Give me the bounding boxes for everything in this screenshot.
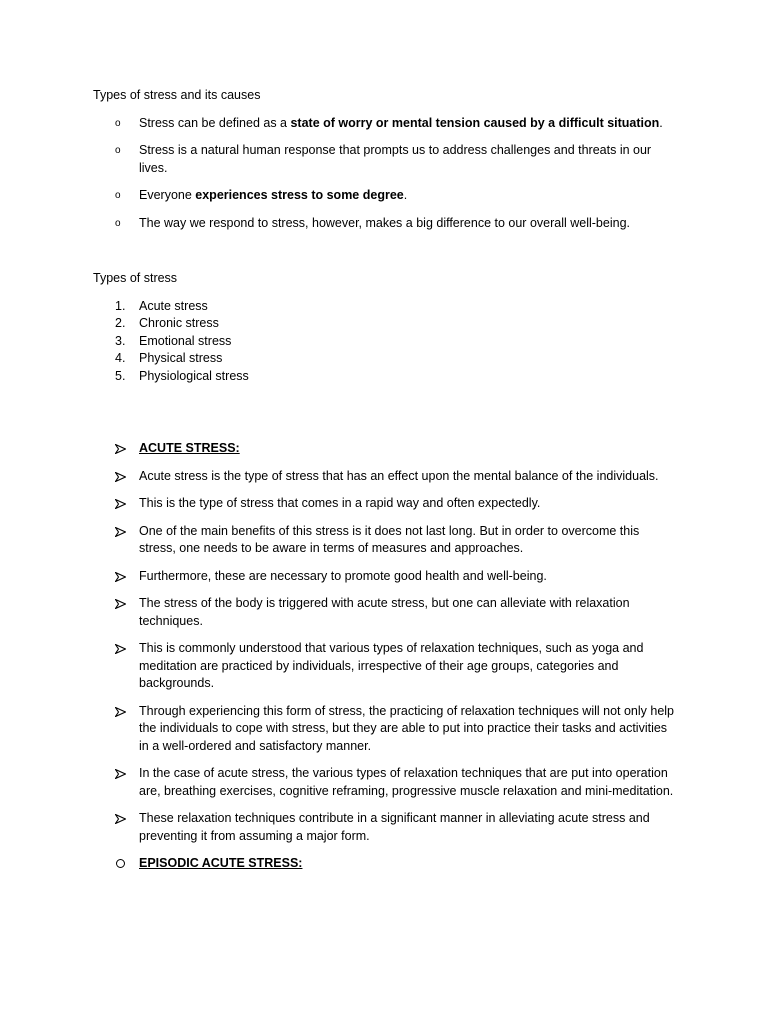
arrow-bullet-icon [115,527,126,537]
circle-bullet-icon: o [115,190,121,201]
circle-bullet-icon: o [115,117,121,129]
list-item [93,495,676,513]
circle-bullet-icon: o [115,145,121,156]
item-text: Furthermore, these are necessary to promote good health and well-being. [139,568,547,583]
item-text: Physical stress [139,351,223,365]
circle-bullet-icon [116,859,125,868]
item-text: The way we respond to stress, however, makes a big difference to our overall well-being. [139,215,630,230]
item-text: Everyone [139,188,196,202]
arrow-bullet-icon [115,499,126,509]
item-text-end: . [659,115,663,130]
list-item [93,595,676,630]
item-bold-text: state of worry or mental tension caused by a difficult situation [290,115,660,130]
list-item [93,640,676,693]
list-item [93,187,676,205]
arrow-bullet-icon [115,444,126,454]
item-text: These relaxation techniques contribute in a significant manner in alleviating acute stress and preventing it from assuming a major form. [139,811,650,843]
list-item [93,115,676,133]
list-item [93,765,676,800]
item-bold-text: experiences stress to some degree [195,188,404,202]
causes-bullet-list [93,115,676,233]
list-item [93,523,676,558]
arrow-bullet-icon [115,572,126,582]
numbered-item [93,333,676,351]
item-text: Acute stress is the type of stress that has an effect upon the mental balance of the individuals. [139,468,659,483]
arrow-bullet-icon [115,769,126,779]
arrow-bullet-icon [115,599,126,609]
section-title-item [93,855,676,873]
acute-stress-list [93,440,676,873]
item-number: 1. [115,298,126,313]
arrow-bullet-icon [115,472,126,482]
item-number: 3. [115,333,126,348]
acute-stress-title: ACUTE STRESS: [139,441,240,455]
item-text: This is the type of stress that comes in a rapid way and often expectedly. [139,496,541,510]
item-text: Stress is a natural human response that prompts us to address challenges and threats in our lives. [139,143,652,175]
arrow-bullet-icon [115,644,126,654]
list-item [93,810,676,845]
numbered-item [93,350,676,368]
numbered-item [93,368,676,386]
section-title-item [93,440,676,458]
arrow-bullet-icon [115,814,126,824]
item-text: Chronic stress [139,316,219,330]
item-text: This is commonly understood that various types of relaxation techniques, such as yoga and meditation are practiced by individuals, irrespective of their age groups, categories and backgrounds. [139,641,644,690]
episodic-acute-stress-title: EPISODIC ACUTE STRESS: [139,856,303,870]
item-text: Physiological stress [139,368,249,383]
item-number: 4. [115,351,126,365]
numbered-item [93,298,676,316]
stress-types-numbered-list [93,298,676,386]
list-item [93,568,676,586]
numbered-item [93,315,676,333]
section-heading-types-of-stress: Types of stress [93,271,178,285]
item-text: Emotional stress [139,333,232,348]
circle-bullet-icon: o [115,217,121,229]
item-number: 2. [115,316,126,330]
item-text-end: . [403,188,408,202]
section-heading-types-and-causes: Types of stress and its causes [93,88,261,102]
list-item [93,142,676,177]
arrow-bullet-icon [115,707,126,717]
item-number: 5. [115,368,126,383]
item-text: Stress can be defined as a [139,115,291,130]
item-text: One of the main benefits of this stress is it does not last long. But in order to overcome this stress, one needs to be aware in terms of measures and approaches. [139,523,640,555]
item-text: The stress of the body is triggered with acute stress, but one can alleviate with relaxation techniques. [139,596,630,628]
item-text: Acute stress [139,298,208,313]
list-item [93,468,676,486]
item-text: Through experiencing this form of stress, the practicing of relaxation techniques will not only help the individuals to cope with stress, but they are able to put into practice their tasks and activities in a well-ordered and satisfactory manner. [139,703,675,753]
list-item [93,215,676,233]
list-item [93,703,676,756]
item-text: In the case of acute stress, the various types of relaxation techniques that are put into operation are, breathing exercises, cognitive reframing, progressive muscle relaxation and mini-meditation. [139,766,674,798]
